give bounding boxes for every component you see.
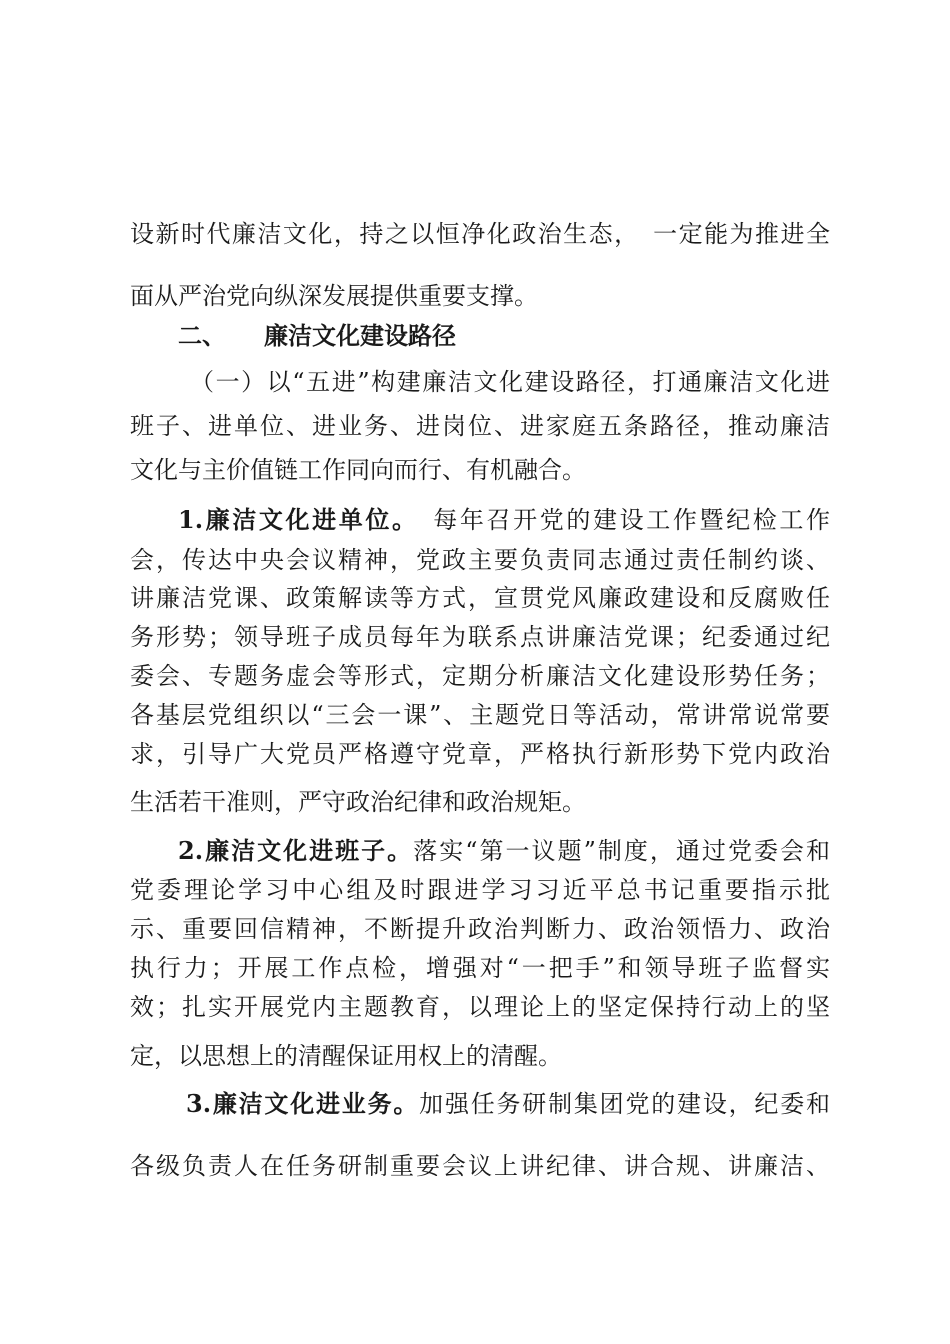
item1-line-5: 委会、专题务虚会等形式，定期分析廉洁文化建设形势任务； [130, 662, 830, 690]
item1-line-1 [178, 500, 830, 540]
item2-line-1-text: 落实“第一议题”制度，通过党委会和 [413, 837, 830, 865]
item1-line-1-text: 每年召开党的建设工作暨纪检工作 [406, 506, 830, 534]
item3-title: 3.廉洁文化进业务。 [186, 1089, 420, 1118]
item3-line-1-text: 加强任务研制集团党的建设，纪委和 [419, 1090, 830, 1118]
item3-line-2: 各级负责人在任务研制重要会议上讲纪律、讲合规、讲廉洁、 [130, 1152, 830, 1180]
subsection-line-2: 班子、进单位、进业务、进岗位、进家庭五条路径，推动廉洁 [130, 412, 830, 440]
section-number: 二、 [178, 322, 226, 350]
section-title: 廉洁文化建设路径 [264, 322, 456, 350]
item2-line-2: 党委理论学习中心组及时跟进学习习近平总书记重要指示批 [130, 876, 830, 904]
item2-line-1 [178, 831, 830, 871]
subsection-line-3: 文化与主价值链工作同向而行、有机融合。 [130, 456, 586, 484]
intro-line-2: 面从严治党向纵深发展提供重要支撑。 [130, 282, 538, 310]
section-heading [178, 316, 456, 356]
item2-line-5: 效；扎实开展党内主题教育，以理论上的坚定保持行动上的坚 [130, 993, 830, 1021]
item1-line-4: 务形势；领导班子成员每年为联系点讲廉洁党课；纪委通过纪 [130, 623, 830, 651]
item3-line-1 [186, 1084, 830, 1124]
item1-line-3: 讲廉洁党课、政策解读等方式，宣贯党风廉政建设和反腐败任 [130, 584, 830, 612]
item2-line-4: 执行力；开展工作点检，增强对“一把手”和领导班子监督实 [130, 954, 830, 982]
item1-line-7: 求，引导广大党员严格遵守党章，严格执行新形势下党内政治 [130, 740, 830, 768]
item2-line-3: 示、重要回信精神，不断提升政治判断力、政治领悟力、政治 [130, 915, 830, 943]
subsection-line-1: （一）以“五进”构建廉洁文化建设路径，打通廉洁文化进 [190, 368, 830, 396]
item1-title: 1.廉洁文化进单位。 [178, 505, 407, 534]
item1-line-8: 生活若干准则，严守政治纪律和政治规矩。 [130, 788, 586, 816]
item2-title: 2.廉洁文化进班子。 [178, 836, 414, 865]
item1-line-6: 各基层党组织以“三会一课”、主题党日等活动，常讲常说常要 [130, 701, 830, 729]
item1-line-2: 会，传达中央会议精神，党政主要负责同志通过责任制约谈、 [130, 546, 830, 574]
item2-line-6: 定，以思想上的清醒保证用权上的清醒。 [130, 1042, 562, 1070]
intro-line-1: 设新时代廉洁文化，持之以恒净化政治生态， 一定能为推进全 [130, 220, 830, 248]
